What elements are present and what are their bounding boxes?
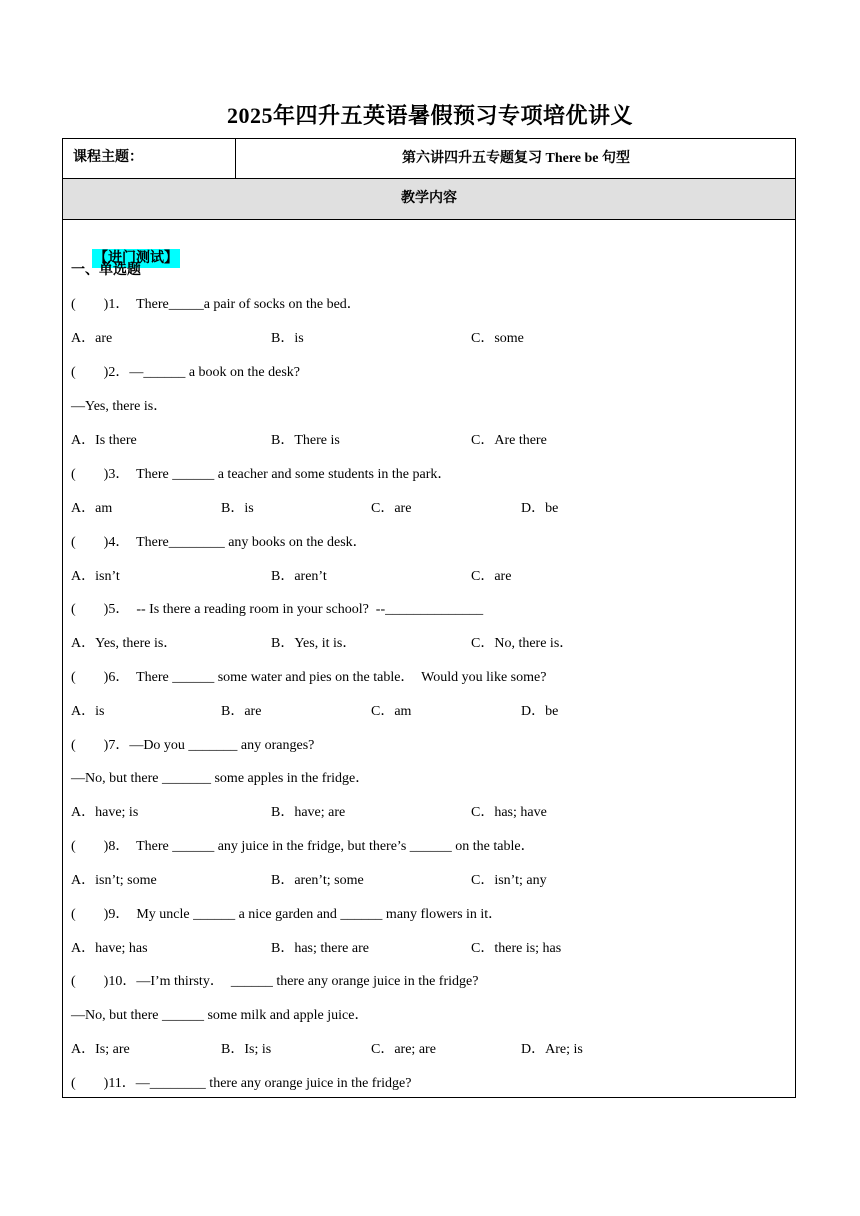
option: A．am — [71, 501, 113, 516]
option: C．there is; has — [471, 941, 562, 956]
topic-label: 课程主题： — [63, 139, 236, 178]
option: A．Is; are — [71, 1042, 130, 1057]
option: B．aren’t; some — [271, 873, 364, 888]
entry-test-line — [71, 226, 180, 266]
option: C．are — [371, 501, 412, 516]
option: A．have; is — [71, 805, 139, 820]
option: A．isn’t — [71, 569, 120, 584]
question-extra: —No, but there ______ some milk and apple juice． — [71, 1008, 369, 1023]
option: B．aren’t — [271, 569, 327, 584]
question-stem: ( )5． -- Is there a reading room in your school? --______________ — [71, 602, 484, 617]
question-stem: ( )1． There_____a pair of socks on the bed． — [71, 297, 361, 312]
option: C．Are there — [471, 433, 547, 448]
content-header: 教学内容 — [63, 179, 795, 220]
option: D．be — [521, 704, 559, 719]
option: C．am — [371, 704, 412, 719]
option: A．is — [71, 704, 105, 719]
option: C．are — [471, 569, 512, 584]
option: A．are — [71, 331, 113, 346]
document-title: 2025年四升五英语暑假预习专项培优讲义 — [226, 103, 633, 128]
question-stem: ( )6． There ______ some water and pies on the table． Would you like some? — [71, 670, 547, 685]
option: D．be — [521, 501, 559, 516]
option: B．is — [271, 331, 304, 346]
option: A．Yes, there is． — [71, 636, 178, 651]
option: D．Are; is — [521, 1042, 583, 1057]
question-stem: ( )4． There________ any books on the desk． — [71, 535, 367, 550]
question-stem: ( )9． My uncle ______ a nice garden and ______ many flowers in it． — [71, 907, 503, 922]
option: A．isn’t; some — [71, 873, 157, 888]
question-stem: ( )7．—Do you _______ any oranges? — [71, 738, 315, 753]
option: C．some — [471, 331, 524, 346]
question-stem: ( )8． There ______ any juice in the fridge, but there’s ______ on the table． — [71, 839, 535, 854]
question-extra: —Yes, there is． — [71, 399, 168, 414]
option: C．isn’t; any — [471, 873, 547, 888]
option: A．have; has — [71, 941, 148, 956]
question-stem: ( )3． There ______ a teacher and some students in the park． — [71, 467, 452, 482]
option: B．Yes, it is． — [271, 636, 357, 651]
option: B．There is — [271, 433, 340, 448]
lesson-table — [62, 138, 796, 1098]
section-title: 一、单选题 — [71, 263, 141, 278]
topic-value: 第六讲四升五专题复习 There be 句型 — [401, 151, 630, 166]
question-extra: —No, but there _______ some apples in the fridge． — [71, 771, 370, 786]
option: C．has; have — [471, 805, 547, 820]
entry-test-tag: 【进门测试】 — [94, 251, 178, 266]
topic-row — [63, 139, 795, 179]
option: B．has; there are — [271, 941, 369, 956]
option: B．are — [221, 704, 262, 719]
option: C．No, there is． — [471, 636, 574, 651]
option: B．have; are — [271, 805, 346, 820]
option: A．Is there — [71, 433, 137, 448]
question-stem: ( )11．—________ there any orange juice in the fridge? — [71, 1076, 412, 1091]
question-stem: ( )2．—______ a book on the desk? — [71, 365, 301, 380]
option: B．Is; is — [221, 1042, 272, 1057]
question-stem: ( )10．—I’m thirsty． ______ there any orange juice in the fridge? — [71, 974, 479, 989]
option: C．are; are — [371, 1042, 436, 1057]
option: B．is — [221, 501, 254, 516]
